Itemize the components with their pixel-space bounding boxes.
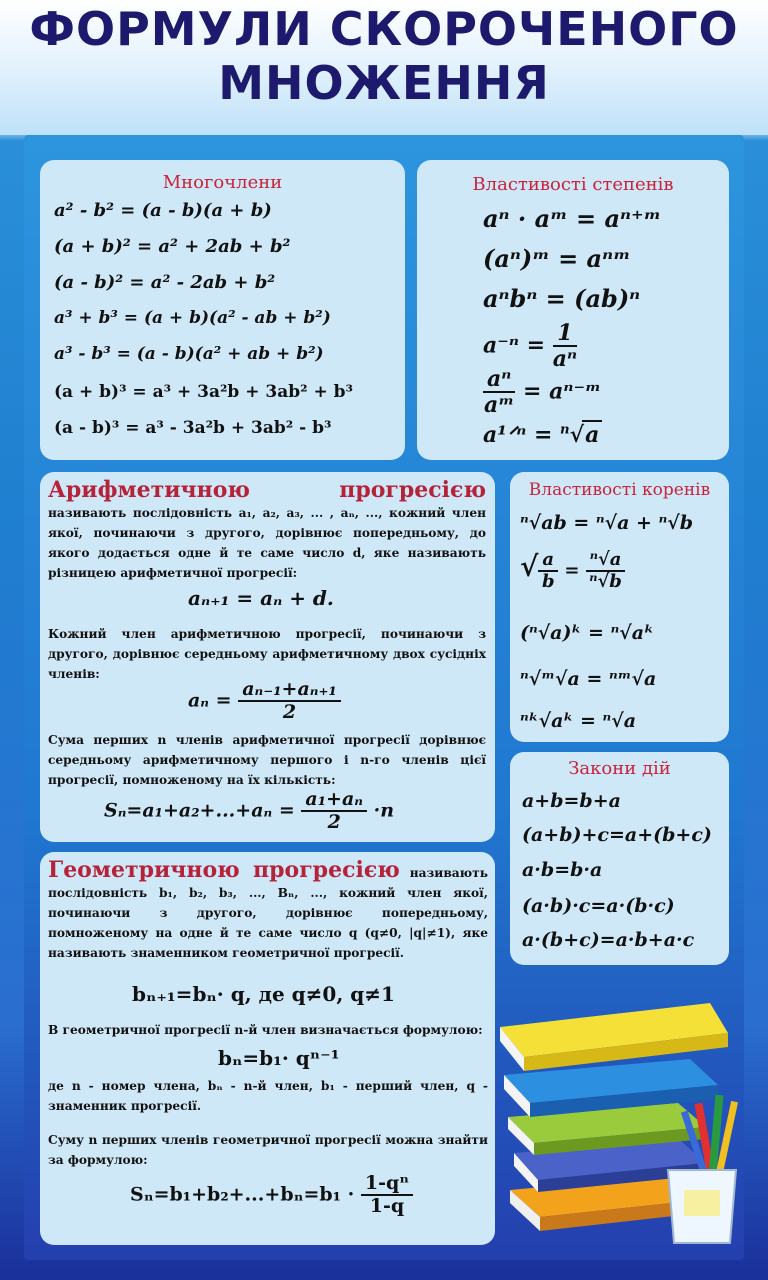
division-fraction — [483, 368, 515, 417]
neg-exp-den: aⁿ — [552, 346, 578, 373]
root-formula: ⁿ√ab = ⁿ√a + ⁿ√b — [520, 512, 694, 534]
sum-tail: ·n — [373, 799, 395, 822]
page-title-line2: МНОЖЕННЯ — [218, 56, 550, 110]
mean-lhs: aₙ = — [188, 689, 232, 712]
fractional-lhs: a¹ᐟⁿ = — [483, 422, 553, 448]
geometric-definition — [48, 857, 489, 963]
geo-sum-den: 1-q — [369, 1194, 405, 1217]
root-lhs-den: b — [541, 570, 555, 592]
polynomials-panel — [40, 160, 405, 460]
root-formula: (ⁿ√a)ᵏ = ⁿ√aᵏ — [520, 622, 655, 644]
arithmetic-panel — [40, 472, 495, 842]
sum-num: a₁+aₙ — [301, 790, 367, 812]
powers-panel — [417, 160, 729, 460]
polynomial-formula: (a + b)³ = a³ + 3a²b + 3ab² + b³ — [54, 382, 353, 402]
roots-title: Властивості коренів — [528, 480, 711, 500]
polynomial-formula: a² - b² = (a - b)(a + b) — [54, 200, 272, 221]
fractional-index: n — [560, 422, 570, 438]
geo-sum-lhs: Sₙ=b₁+b₂+...+bₙ=b₁ · — [130, 1183, 355, 1206]
neg-exp-fraction — [553, 322, 577, 371]
law-formula: (a·b)·c=a·(b·c) — [522, 895, 675, 917]
mean-fraction — [238, 680, 341, 723]
geometric-def-text: називають послідовність b₁, b₂, b₃, ..., Bₙ, ..., кожний член якої, починаючи з другого, дорівнює попередньому, помноженому на одне й те саме число q (q≠0, |q|≠1), яке називають знаменником геометричної прогресії. — [48, 866, 489, 960]
polynomial-formula: (a + b)² = a² + 2ab + b² — [54, 236, 291, 257]
power-formula: aⁿbⁿ = (ab)ⁿ — [483, 284, 641, 313]
page-title-line1: ФОРМУЛИ СКОРОЧЕНОГО — [29, 2, 739, 56]
mean-num: aₙ₋₁+aₙ₊₁ — [238, 680, 341, 702]
geometric-text4: Суму n перших членів геометричної прогресії можна знайти за формулою: — [48, 1133, 488, 1167]
geometric-text3: де n - номер члена, bₙ - n-й член, b₁ - перший член, q - знаменник прогресії. — [48, 1079, 488, 1113]
root-rhs-num: ⁿ√a — [586, 551, 626, 572]
power-negative-exponent — [483, 322, 577, 371]
geometric-nth-term: bₙ=b₁· qⁿ⁻¹ — [218, 1046, 340, 1070]
neg-exp-num: 1 — [553, 322, 576, 347]
geometric-formula: bₙ₊₁=bₙ· q, де q≠0, q≠1 — [132, 982, 395, 1006]
polynomial-formula: a³ - b³ = (a - b)(a² + ab + b²) — [54, 344, 324, 364]
power-formula: (aⁿ)ᵐ = aⁿᵐ — [483, 244, 631, 273]
root-lhs-num: a — [538, 551, 558, 572]
books-illustration — [500, 985, 740, 1250]
laws-title: Закони дій — [568, 758, 671, 779]
radical-sign-icon: √ — [569, 422, 585, 448]
arithmetic-definition — [48, 477, 486, 583]
powers-title: Властивості степенів — [472, 174, 674, 195]
sum-den: 2 — [327, 810, 341, 833]
fractional-radicand: a — [582, 420, 602, 448]
geometric-sum-formula — [130, 1174, 413, 1217]
law-formula: a·b=b·a — [522, 859, 603, 881]
roots-panel — [510, 472, 729, 742]
mean-den: 2 — [282, 700, 297, 723]
geo-sum-fraction — [361, 1174, 413, 1217]
power-fractional — [483, 420, 602, 448]
arithmetic-mean-formula — [188, 680, 341, 723]
arithmetic-text3: Сума перших n членів арифметичної прогресії дорівнює середньому арифметичному першого і n-го членів цієї прогресії, помноженому на їх кількість: — [48, 733, 486, 787]
polynomial-formula: (a - b)² = a² - 2ab + b² — [54, 272, 276, 293]
division-rhs: = aⁿ⁻ᵐ — [523, 378, 602, 405]
power-division — [483, 368, 601, 417]
root-formula: ⁿ√ᵐ√a = ⁿᵐ√a — [520, 668, 657, 690]
geometric-text2: В геометричної прогресії n-й член визначається формулою: — [48, 1023, 483, 1037]
arithmetic-sum-formula — [104, 790, 394, 833]
polynomial-formula: a³ + b³ = (a + b)(a² - ab + b²) — [54, 308, 331, 328]
polynomials-title: Многочлени — [162, 172, 283, 193]
radical-sign-icon: √ — [520, 550, 539, 583]
division-num: aⁿ — [483, 368, 515, 393]
division-den: aᵐ — [484, 392, 515, 419]
root-rhs-den: ⁿ√b — [589, 570, 622, 592]
arithmetic-formula: aₙ₊₁ = aₙ + d. — [188, 586, 334, 610]
sum-lhs: Sₙ=a₁+a₂+...+aₙ = — [104, 799, 295, 822]
laws-panel — [510, 752, 729, 965]
root-rhs-fraction — [586, 548, 626, 592]
law-formula: a+b=b+a — [522, 790, 621, 812]
sum-fraction — [301, 790, 367, 833]
arithmetic-text2: Кожний член арифметичною прогресії, починаючи з другого, дорівнює середньому арифметичному двох сусідніх членів: — [48, 627, 486, 681]
root-lhs-fraction — [538, 548, 558, 592]
root-formula: ⁿᵏ√aᵏ = ⁿ√a — [520, 710, 637, 732]
law-formula: (a+b)+c=a+(b+c) — [522, 824, 712, 846]
law-formula: a·(b+c)=a·b+a·c — [522, 929, 695, 951]
geometric-panel — [40, 852, 495, 1245]
power-formula: aⁿ · aᵐ = aⁿ⁺ᵐ — [483, 204, 662, 233]
arithmetic-def-text: називають послідовність a₁, a₂, a₃, ... , aₙ, ..., кожний член якої, починаючи з другого, дорівнює попередньому, до якого додається одне й те саме число d, яке називають різницею арифметичної прогресії: — [48, 506, 486, 580]
polynomial-formula: (a - b)³ = a³ - 3a²b + 3ab² - b³ — [54, 418, 332, 438]
neg-exp-lhs: a⁻ⁿ = — [483, 332, 546, 359]
geometric-term: Геометричною прогресією — [48, 857, 400, 883]
root-quotient-formula: √ $\frac{a}{b}$ = $\frac{\text{ⁿ√a}}{\text{ⁿ√b}}$ — [520, 550, 625, 591]
arithmetic-term: Арифметичною прогресією — [48, 477, 486, 503]
geo-sum-num: 1-qⁿ — [361, 1174, 413, 1196]
